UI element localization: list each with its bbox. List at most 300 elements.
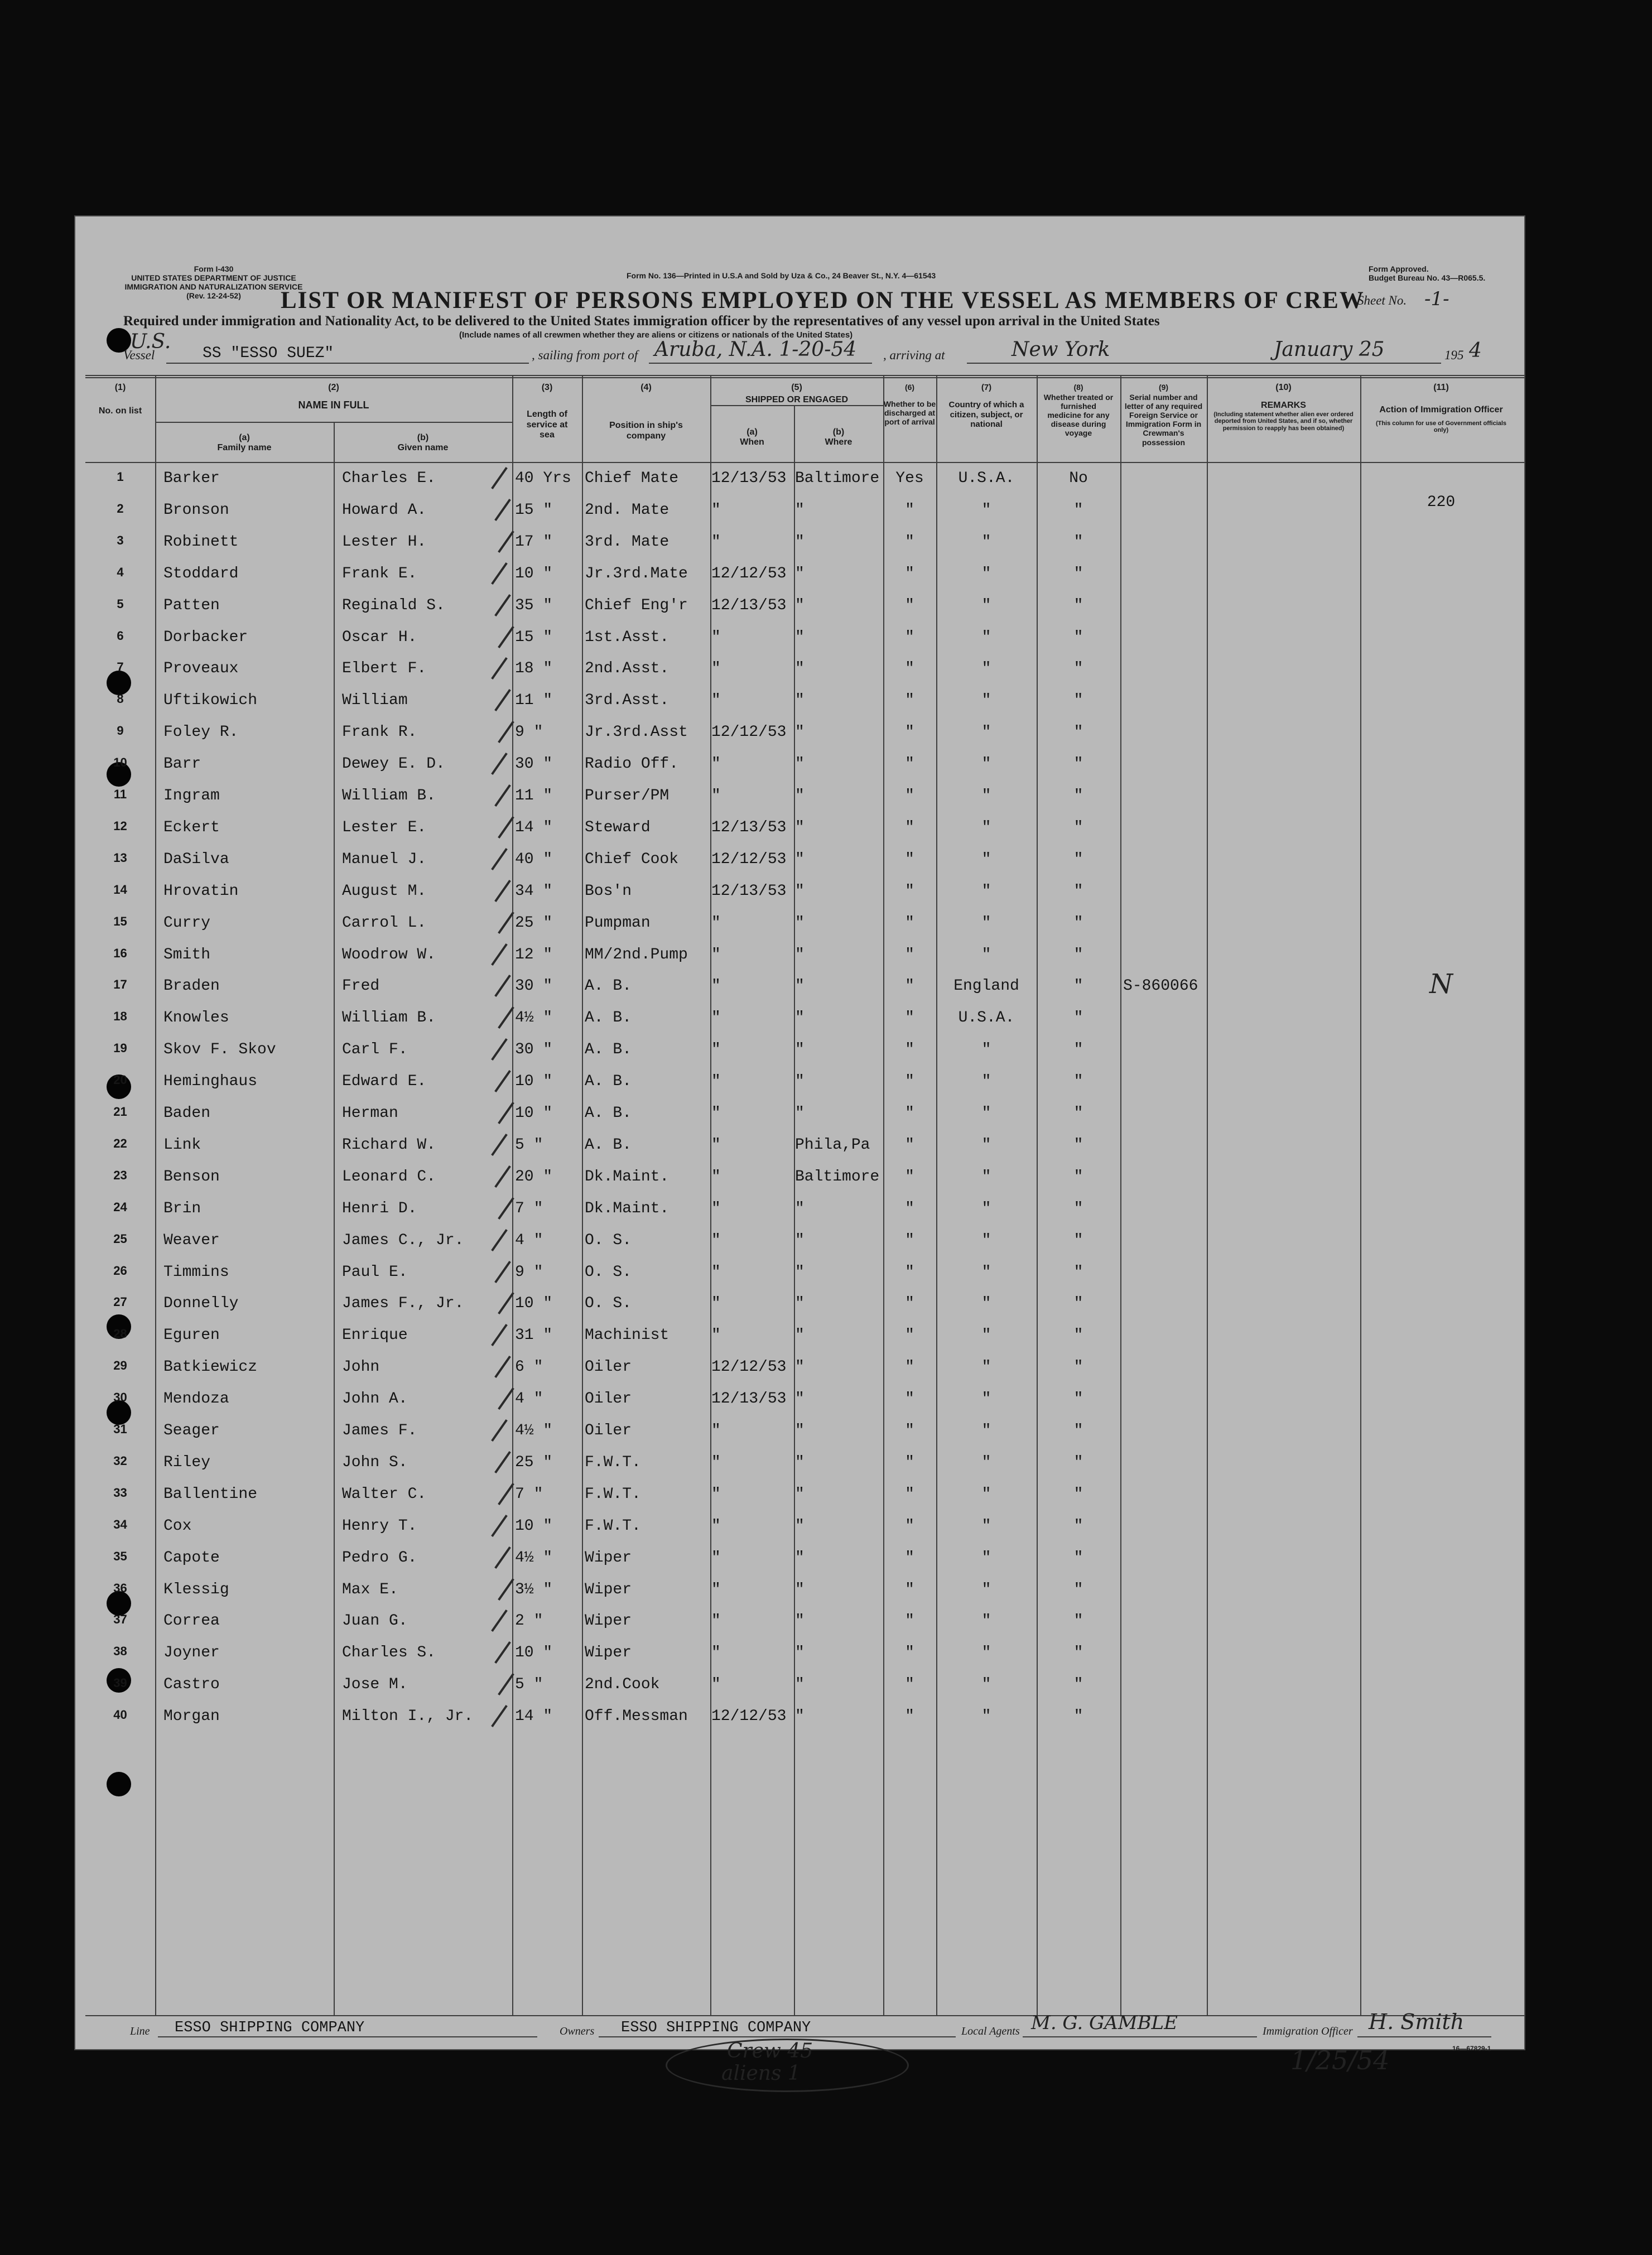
- table-row: [74, 1544, 1514, 1575]
- citizenship: ": [981, 1517, 991, 1535]
- shipped-when: 12/13/53: [711, 818, 787, 836]
- medicine-flag: ": [1073, 724, 1083, 741]
- shipped-where: ": [795, 565, 805, 582]
- table-row: [74, 1385, 1514, 1416]
- shipped-where: ": [795, 1327, 805, 1345]
- col-num-index: (1): [114, 383, 126, 392]
- form-id-block: [124, 264, 303, 300]
- table-row: [74, 1607, 1514, 1639]
- col-where-header: (b) Where: [825, 427, 853, 447]
- sheet-number: -1-: [1424, 288, 1449, 310]
- citizenship: ": [981, 1708, 991, 1726]
- discharge-flag: ": [905, 1517, 914, 1535]
- col-action-label: Action of Immigration Officer: [1379, 405, 1503, 415]
- medicine-flag: ": [1073, 1708, 1083, 1726]
- shipped-when: 12/13/53: [711, 1390, 787, 1408]
- service-length: 7 ": [515, 1199, 543, 1217]
- citizenship: U.S.A.: [958, 1009, 1015, 1027]
- medicine-flag: ": [1073, 1517, 1083, 1535]
- given-name: Paul E.: [342, 1263, 408, 1281]
- family-name: Skov F. Skov: [163, 1041, 276, 1059]
- ship-position: Dk.Maint.: [585, 1168, 670, 1186]
- shipped-when: ": [711, 660, 721, 678]
- medicine-flag: ": [1073, 1136, 1083, 1154]
- medicine-flag: ": [1073, 1581, 1083, 1598]
- given-name: Henri D.: [342, 1199, 417, 1217]
- required-statement: Required under immigration and Nationality Act, to be delivered to the United States immigration officer by the representatives of any vessel upon arrival in the United States: [123, 314, 1160, 329]
- discharge-flag: ": [905, 501, 914, 519]
- service-length: 11 ": [515, 692, 553, 710]
- given-name: James F., Jr.: [342, 1295, 464, 1313]
- citizenship: ": [981, 818, 991, 836]
- ship-position: F.W.T.: [585, 1453, 641, 1471]
- shipped-where: ": [795, 1453, 805, 1471]
- citizenship: ": [981, 1199, 991, 1217]
- family-name: Braden: [163, 977, 220, 995]
- family-name: Ballentine: [163, 1485, 258, 1503]
- citizenship: ": [981, 1073, 991, 1091]
- aliens-count-line: aliens 1: [721, 2062, 801, 2085]
- given-name: August M.: [342, 882, 427, 900]
- medicine-flag: ": [1073, 1168, 1083, 1186]
- table-row: [74, 1099, 1514, 1131]
- table-row: [74, 493, 1514, 528]
- shipped-when: ": [711, 1517, 721, 1535]
- family-name: Castro: [163, 1676, 220, 1694]
- family-name: Knowles: [163, 1009, 229, 1027]
- shipped-where: ": [795, 1009, 805, 1027]
- given-name: Elbert F.: [342, 660, 427, 678]
- ship-position: Dk.Maint.: [585, 1199, 670, 1217]
- ship-position: Wiper: [585, 1612, 632, 1630]
- col-num-label: No. on list: [98, 406, 142, 416]
- shipped-where: ": [795, 914, 805, 932]
- row-number: 4: [117, 565, 124, 579]
- col-action-header: [1360, 383, 1522, 434]
- service-length: 10 ": [515, 1073, 553, 1091]
- manifest-page: [74, 215, 1525, 2085]
- table-row: [74, 1131, 1514, 1163]
- service-length: 7 ": [515, 1485, 543, 1503]
- col-service-index: (3): [541, 383, 553, 392]
- given-name: Max E.: [342, 1581, 398, 1598]
- family-name: Benson: [163, 1168, 220, 1186]
- col-remarks-index: (10): [1275, 383, 1292, 392]
- discharge-flag: ": [905, 1327, 914, 1345]
- family-name: Correa: [163, 1612, 220, 1630]
- col-country-index: (7): [981, 383, 992, 392]
- ship-position: Oiler: [585, 1390, 632, 1408]
- citizenship: ": [981, 1390, 991, 1408]
- row-number: 28: [113, 1327, 127, 1341]
- given-name: Enrique: [342, 1327, 408, 1345]
- row-number: 12: [113, 818, 127, 833]
- form-revision: (Rev. 12-24-52): [186, 291, 241, 301]
- line-company: ESSO SHIPPING COMPANY: [175, 2020, 365, 2036]
- discharge-flag: ": [905, 628, 914, 646]
- medicine-flag: ": [1073, 818, 1083, 836]
- family-name: Morgan: [163, 1708, 220, 1726]
- row-number: 30: [113, 1390, 127, 1405]
- citizenship: ": [981, 1136, 991, 1154]
- shipped-when: ": [711, 1644, 721, 1662]
- row-number: 17: [113, 977, 127, 992]
- service-length: 4½ ": [515, 1009, 553, 1027]
- ship-position: Jr.3rd.Asst: [585, 724, 688, 741]
- shipped-where: ": [795, 1517, 805, 1535]
- shipped-when: 12/13/53: [711, 882, 787, 900]
- col-discharge-index: (6): [904, 383, 915, 392]
- family-name: Donnelly: [163, 1295, 239, 1313]
- col-position-header: [582, 383, 710, 441]
- ship-position: Chief Cook: [585, 850, 679, 868]
- family-name: Brin: [163, 1199, 201, 1217]
- officer-label: Immigration Officer: [1263, 2025, 1353, 2037]
- medicine-flag: ": [1073, 1358, 1083, 1376]
- discharge-flag: ": [905, 1676, 914, 1694]
- service-length: 5 ": [515, 1136, 543, 1154]
- medicine-flag: ": [1073, 1390, 1083, 1408]
- row-number: 25: [113, 1231, 127, 1246]
- citizenship: ": [981, 882, 991, 900]
- given-name: Frank R.: [342, 724, 417, 741]
- citizenship: ": [981, 1644, 991, 1662]
- service-length: 34 ": [515, 882, 553, 900]
- table-row: [74, 1163, 1514, 1194]
- discharge-flag: ": [905, 818, 914, 836]
- shipped-where: ": [795, 882, 805, 900]
- sheet-label: Sheet No.: [1357, 293, 1407, 307]
- table-row: [74, 1480, 1514, 1512]
- row-number: 31: [113, 1422, 127, 1436]
- ship-position: Oiler: [585, 1422, 632, 1439]
- col-service-label: Length of service at sea: [526, 409, 568, 440]
- table-row: [74, 1321, 1514, 1353]
- medicine-flag: ": [1073, 1422, 1083, 1439]
- citizenship: ": [981, 1676, 991, 1694]
- family-name: Patten: [163, 596, 220, 614]
- ship-position: A. B.: [585, 1073, 632, 1091]
- shipped-when: ": [711, 501, 721, 519]
- given-name: Juan G.: [342, 1612, 408, 1630]
- service-length: 25 ": [515, 914, 553, 932]
- table-row: [74, 1067, 1514, 1099]
- agents-name: M. G. GAMBLE: [1031, 2012, 1178, 2034]
- serial-number: S-860066: [1123, 977, 1198, 995]
- col-remarks-note: (Including statement whether alien ever ordered deported from United States, and if so, whether permission to reapply has been obtained): [1213, 411, 1354, 432]
- arriving-port: New York: [1012, 338, 1110, 361]
- service-length: 4½ ": [515, 1422, 553, 1439]
- table-row: [74, 1670, 1514, 1702]
- shipped-where: ": [795, 946, 805, 963]
- shipped-where: ": [795, 1073, 805, 1091]
- ship-position: A. B.: [585, 1136, 632, 1154]
- arriving-label: , arriving at: [883, 348, 945, 362]
- discharge-flag: ": [905, 1263, 914, 1281]
- given-name: William B.: [342, 787, 436, 804]
- approval-block: [1369, 264, 1485, 282]
- table-row: [74, 1353, 1514, 1385]
- given-name: Charles E.: [342, 470, 436, 487]
- form-approved: Form Approved.: [1369, 264, 1429, 273]
- shipped-where: Baltimore: [795, 1168, 880, 1186]
- given-name: Jose M.: [342, 1676, 408, 1694]
- family-name: Riley: [163, 1453, 211, 1471]
- row-number: 24: [113, 1199, 127, 1214]
- citizenship: ": [981, 850, 991, 868]
- discharge-flag: ": [905, 1708, 914, 1726]
- given-name: Leonard C.: [342, 1168, 436, 1186]
- medicine-flag: ": [1073, 1105, 1083, 1122]
- discharge-flag: ": [905, 724, 914, 741]
- shipped-where: ": [795, 596, 805, 614]
- citizenship: ": [981, 724, 991, 741]
- shipped-where: ": [795, 1199, 805, 1217]
- medicine-flag: ": [1073, 660, 1083, 678]
- medicine-flag: ": [1073, 977, 1083, 995]
- row-number: 40: [113, 1708, 127, 1722]
- col-medicine-label: Whether treated or furnished medicine for any disease during voyage: [1043, 393, 1114, 438]
- medicine-flag: ": [1073, 1009, 1083, 1027]
- ship-position: O. S.: [585, 1295, 632, 1313]
- given-name: Frank E.: [342, 565, 417, 582]
- service-length: 30 ": [515, 755, 553, 773]
- medicine-flag: ": [1073, 565, 1083, 582]
- row-number: 21: [113, 1105, 127, 1119]
- family-name: Robinett: [163, 533, 239, 551]
- owners-company: ESSO SHIPPING COMPANY: [621, 2020, 811, 2036]
- discharge-flag: ": [905, 787, 914, 804]
- service-length: 4 ": [515, 1390, 543, 1408]
- shipped-when: ": [711, 1105, 721, 1122]
- row-number: 29: [113, 1358, 127, 1373]
- service-length: 40 ": [515, 850, 553, 868]
- punch-hole: [107, 1772, 131, 1796]
- col-shipped-index: (5): [791, 383, 802, 392]
- budget-bureau: Budget Bureau No. 43—R065.5.: [1369, 273, 1486, 283]
- shipped-where: ": [795, 1644, 805, 1662]
- shipped-where: ": [795, 755, 805, 773]
- sailing-port: Aruba, N.A. 1-20-54: [654, 338, 857, 361]
- medicine-flag: ": [1073, 755, 1083, 773]
- row-number: 39: [113, 1676, 127, 1690]
- ship-position: Wiper: [585, 1549, 632, 1567]
- line-label: Line: [130, 2025, 150, 2037]
- medicine-flag: ": [1073, 1295, 1083, 1313]
- service-length: 30 ": [515, 1041, 553, 1059]
- shipped-where: ": [795, 660, 805, 678]
- discharge-flag: ": [905, 1581, 914, 1598]
- given-name: Carl F.: [342, 1041, 408, 1059]
- service-length: 10 ": [515, 565, 553, 582]
- family-name: Eckert: [163, 818, 220, 836]
- discharge-flag: ": [905, 1644, 914, 1662]
- family-name: Heminghaus: [163, 1073, 258, 1091]
- col-when-header: (a) When: [740, 427, 764, 447]
- given-name: Henry T.: [342, 1517, 417, 1535]
- given-name: Oscar H.: [342, 628, 417, 646]
- table-row: [74, 1289, 1514, 1321]
- table-row: [74, 1575, 1514, 1607]
- ship-position: Pumpman: [585, 914, 651, 932]
- row-number: 14: [113, 882, 127, 897]
- ship-position: MM/2nd.Pump: [585, 946, 688, 963]
- medicine-flag: ": [1073, 946, 1083, 963]
- discharge-flag: ": [905, 1009, 914, 1027]
- col-serial-label: Serial number and letter of any required Foreign Service or Immigration Form in Crewman's possession: [1124, 393, 1203, 447]
- table-top-rule: [85, 375, 1525, 376]
- ship-position: Radio Off.: [585, 755, 679, 773]
- row-number: 1: [117, 470, 124, 484]
- citizenship: ": [981, 1422, 991, 1439]
- family-name: Curry: [163, 914, 211, 932]
- medicine-flag: ": [1073, 596, 1083, 614]
- row-number: 34: [113, 1517, 127, 1531]
- col-position-index: (4): [640, 383, 652, 392]
- row-number: 15: [113, 914, 127, 928]
- officer-action: N: [1429, 969, 1453, 1000]
- row-number: 11: [113, 787, 127, 801]
- agency-service: IMMIGRATION AND NATURALIZATION SERVICE: [124, 282, 303, 292]
- row-number: 36: [113, 1581, 127, 1595]
- row-number: 33: [113, 1485, 127, 1500]
- discharge-flag: ": [905, 1199, 914, 1217]
- col-name-index: (2): [328, 383, 339, 392]
- service-length: 5 ": [515, 1676, 543, 1694]
- col-medicine-header: [1037, 383, 1120, 438]
- shipped-when: 12/12/53: [711, 850, 787, 868]
- shipped-where: ": [795, 1485, 805, 1503]
- citizenship: ": [981, 692, 991, 710]
- col-serial-index: (9): [1158, 383, 1169, 392]
- medicine-flag: ": [1073, 1231, 1083, 1249]
- officer-date: 1/25/54: [1290, 2045, 1390, 2075]
- medicine-flag: ": [1073, 1263, 1083, 1281]
- shipped-where: ": [795, 1105, 805, 1122]
- family-name: Timmins: [163, 1263, 229, 1281]
- shipped-where: ": [795, 1549, 805, 1567]
- given-name: Lester E.: [342, 818, 427, 836]
- medicine-flag: ": [1073, 1676, 1083, 1694]
- discharge-flag: ": [905, 1358, 914, 1376]
- given-name: John A.: [342, 1390, 408, 1408]
- ship-position: Wiper: [585, 1644, 632, 1662]
- service-length: 20 ": [515, 1168, 553, 1186]
- shipped-when: ": [711, 755, 721, 773]
- medicine-flag: ": [1073, 501, 1083, 519]
- citizenship: ": [981, 1453, 991, 1471]
- family-name: Link: [163, 1136, 201, 1154]
- discharge-flag: ": [905, 882, 914, 900]
- family-name: Capote: [163, 1549, 220, 1567]
- discharge-flag: ": [905, 1612, 914, 1630]
- service-length: 9 ": [515, 1263, 543, 1281]
- family-name: Ingram: [163, 787, 220, 804]
- given-name: Edward E.: [342, 1073, 427, 1091]
- family-name: Smith: [163, 946, 211, 963]
- discharge-flag: ": [905, 1422, 914, 1439]
- shipped-when: ": [711, 1327, 721, 1345]
- table-row: [74, 464, 1514, 496]
- citizenship: U.S.A.: [958, 470, 1015, 487]
- row-number: 23: [113, 1168, 127, 1182]
- table-row: [74, 1226, 1514, 1258]
- citizenship: ": [981, 946, 991, 963]
- family-name: Hrovatin: [163, 882, 239, 900]
- citizenship: ": [981, 533, 991, 551]
- shipped-where: Phila,Pa: [795, 1136, 870, 1154]
- discharge-flag: ": [905, 1041, 914, 1059]
- medicine-flag: ": [1073, 692, 1083, 710]
- col-country-label: Country of which a citizen, subject, or national: [948, 400, 1024, 429]
- table-row: [74, 877, 1514, 909]
- service-length: 10 ": [515, 1517, 553, 1535]
- col-remarks-label: REMARKS: [1261, 401, 1306, 411]
- medicine-flag: ": [1073, 1199, 1083, 1217]
- shipped-when: ": [711, 1136, 721, 1154]
- ship-position: F.W.T.: [585, 1485, 641, 1503]
- table-row: [74, 1035, 1514, 1067]
- shipped-when: ": [711, 1422, 721, 1439]
- discharge-flag: ": [905, 1231, 914, 1249]
- shipped-where: ": [795, 1041, 805, 1059]
- family-name: Batkiewicz: [163, 1358, 258, 1376]
- agency-name: UNITED STATES DEPARTMENT OF JUSTICE: [131, 273, 296, 283]
- row-number: 6: [117, 628, 124, 643]
- col-discharge-header: [883, 383, 936, 426]
- citizenship: England: [953, 977, 1019, 995]
- printer-line: Form No. 136—Printed in U.S.A and Sold by Uza & Co., 24 Beaver St., N.Y. 4—61543: [627, 271, 936, 280]
- table-row: [74, 1004, 1514, 1035]
- family-name: Seager: [163, 1422, 220, 1439]
- shipped-where: ": [795, 1295, 805, 1313]
- citizenship: ": [981, 596, 991, 614]
- service-length: 3½ ": [515, 1581, 553, 1598]
- discharge-flag: ": [905, 1073, 914, 1091]
- ship-position: Off.Messman: [585, 1708, 688, 1726]
- shipped-when: ": [711, 628, 721, 646]
- discharge-flag: ": [905, 660, 914, 678]
- officer-action: 220: [1427, 493, 1456, 511]
- citizenship: ": [981, 1549, 991, 1567]
- family-name: Barker: [163, 470, 220, 487]
- form-print-code: 16—67829-1: [1452, 2045, 1491, 2052]
- col-shipped-header: [710, 383, 883, 406]
- table-row: [74, 591, 1514, 623]
- discharge-flag: ": [905, 977, 914, 995]
- discharge-flag: ": [905, 596, 914, 614]
- col-service-header: [512, 383, 582, 441]
- given-name: Reginald S.: [342, 596, 445, 614]
- shipped-when: ": [711, 1168, 721, 1186]
- ship-position: 2nd. Mate: [585, 501, 670, 519]
- medicine-flag: ": [1073, 1644, 1083, 1662]
- ship-position: 3rd. Mate: [585, 533, 670, 551]
- medicine-flag: ": [1073, 914, 1083, 932]
- discharge-flag: ": [905, 1105, 914, 1122]
- shipped-where: ": [795, 1422, 805, 1439]
- given-name: Richard W.: [342, 1136, 436, 1154]
- citizenship: ": [981, 1327, 991, 1345]
- row-number: 19: [113, 1041, 127, 1056]
- owners-label: Owners: [560, 2025, 595, 2037]
- family-name: Weaver: [163, 1231, 220, 1249]
- citizenship: ": [981, 1041, 991, 1059]
- ship-position: A. B.: [585, 1105, 632, 1122]
- row-number: 35: [113, 1549, 127, 1563]
- ship-position: O. S.: [585, 1231, 632, 1249]
- discharge-flag: ": [905, 1390, 914, 1408]
